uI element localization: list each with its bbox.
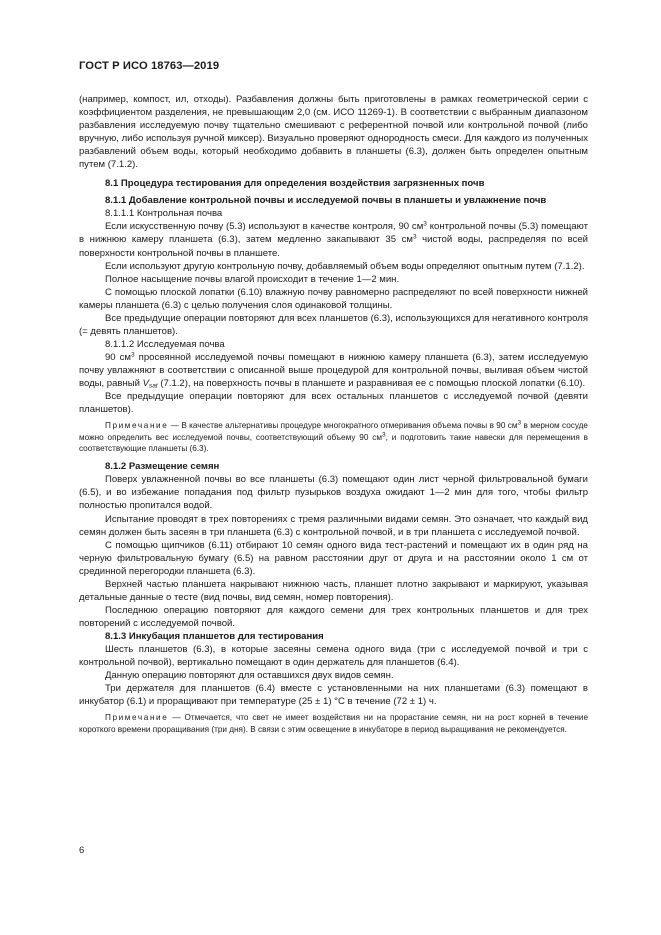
superscript: 3 — [517, 419, 522, 427]
paragraph-seeds-5: Последнюю операцию повторяют для каждого семени для трех контрольных планшетов и для трех повторений с исследуемой почвой. — [79, 604, 588, 629]
subscript-sat: sat — [149, 382, 158, 390]
text-span: Если искусственную почву (5.3) используют в качестве контроля, 90 см — [105, 221, 424, 233]
paragraph-seeds-1: Поверх увлажненной почвы во все планшеты (6.3) помещают один лист черной фильтровальной бумаги (6.5), и во избежание попадания под фильтр пузырьков воздуха ожидают 1—2 мин для того, чтобы фильтр полностью пропитался водой. — [79, 474, 588, 512]
paragraph-control-soil-3: Полное насыщение почвы влагой происходит в течение 1—2 мин. — [105, 273, 400, 285]
superscript: 3 — [382, 431, 386, 439]
text-span: чистой воды, распределяя по всей поверхности контрольной почвы в планшете. — [79, 234, 588, 259]
paragraph-test-soil-1 — [79, 351, 588, 390]
section-heading-8-1: 8.1 Процедура тестирования для определения воздействия загрязненных почв — [105, 178, 485, 190]
subsubsection-heading-8-1-1-2: 8.1.1.2 Исследуемая почва — [105, 338, 225, 350]
note-2 — [79, 712, 588, 735]
paragraph-incubation-3: Три держателя для планшетов (6.4) вместе с установленными на них планшетами (6.3) помещают в инкубатор (6.1) и проращивают при температуре (25 ± 1) °С в течение (72 ± 1) ч. — [79, 683, 588, 708]
text-span: — Отмечается, что свет не имеет воздействия ни на прорастание семян, ни на рост корней в течение короткого времени проращивания (три дня). В связи с этим освещение в инкубаторе в период выращивания не рекомендуется. — [79, 713, 588, 734]
paragraph-control-soil-1 — [79, 220, 588, 259]
note-1 — [79, 420, 588, 454]
text-span: (7.1.2), на поверхность почвы в планшете и разравнивая ее с помощью плоской лопатки (6.10). — [157, 377, 586, 389]
text-span: в мерном сосуде можно определить вес исследуемой почвы, соответствующий объему 90 см — [79, 421, 588, 442]
paragraph-control-soil-5: Все предыдущие операции повторяют для всех планшетов (6.3), использующихся для негативного контроля (= девять планшетов). — [79, 312, 588, 337]
subsubsection-heading-8-1-1-1: 8.1.1.1 Контрольная почва — [105, 208, 223, 220]
text-span: — В качестве альтернативы процедуре многократного отмеривания объема почвы в 90 см — [168, 421, 518, 431]
paragraph-control-soil-4: С помощью плоской лопатки (6.10) влажную почву равномерно распределяют по всей поверхности нижней камеры планшета (6.3) с целью получения слоя одинаковой толщины. — [79, 286, 588, 311]
paragraph-control-soil-2: Если используют другую контрольную почву, добавляемый объем воды определяют опытным путем (7.1.2). — [105, 260, 585, 272]
document-header: ГОСТ Р ИСО 18763—2019 — [79, 60, 220, 72]
text-span: , и подготовить такие навески для перемещения в соответствующие планшеты (6.3). — [79, 432, 588, 453]
subsection-heading-8-1-2: 8.1.2 Размещение семян — [105, 461, 220, 473]
paragraph-seeds-4: Верхней частью планшета накрывают нижнюю часть, планшет плотно закрывают и маркируют, указывая детальные данные о тесте (вид почвы, вид семян, номер повторения). — [79, 578, 588, 603]
text-span: просеянной исследуемой почвы помещают в нижнюю камеру планшета (6.3), затем исследуемую почву увлажняют в соответствии с описанной выше процедурой для контрольной почвы, выливая объем чистой воды, равный — [79, 351, 588, 389]
paragraph-incubation-1: Шесть планшетов (6.3), в которые засеяны семена одного вида (три с исследуемой почвой и три с контрольной почвой), вертикально помещают в один держатель для планшетов (6.4). — [79, 644, 588, 669]
subsection-heading-8-1-1: 8.1.1 Добавление контрольной почвы и исследуемой почвы в планшеты и увлажнение почв — [105, 195, 547, 207]
note-label: Примечание — [105, 421, 169, 431]
paragraph-test-soil-2: Все предыдущие операции повторяют для всех остальных планшетов с исследуемой почвой (девяти планшетов). — [79, 391, 588, 416]
document-body — [79, 93, 588, 741]
paragraph-seeds-3: С помощью щипчиков (6.11) отбирают 10 семян одного вида тест-растений и помещают их в один ряд на черную фильтровальную бумагу (6.5) на равном расстоянии друг от друга и на расстоянии около 1 см от срединной перегородки планшета (6.3). — [79, 539, 588, 577]
note-label: Примечание — [105, 713, 169, 723]
variable-v: V — [142, 377, 149, 389]
subsection-heading-8-1-3: 8.1.3 Инкубация планшетов для тестирования — [105, 630, 324, 642]
page-number: 6 — [79, 845, 85, 856]
text-span: контрольной почвы (5.3) помещают в нижнюю камеру планшета (6.3), затем медленно закапывают 35 см — [79, 221, 588, 246]
paragraph-seeds-2: Испытание проводят в трех повторениях с тремя различными видами семян. Это означает, что каждый вид семян должен быть засеян в три планшета (6.3) с контрольной почвой, и в три планшета с исследуемой почвой. — [79, 513, 588, 538]
superscript: 3 — [412, 233, 417, 241]
paragraph-incubation-2: Данную операцию повторяют для оставшихся двух видов семян. — [105, 670, 394, 682]
paragraph-intro: (например, компост, ил, отходы). Разбавления должны быть приготовлены в рамках геометрической серии с коэффициентом разделения, не превышающим 2,0 (см. ИСО 11269-1). В соответствии с выбранным диапазоном разбавления исследуемую почву тщательно смешивают с референтной почвой или контрольной почвой (либо вручную, либо используя ручной миксер). Визуально проверяют однородность смеси. Для каждого из полученных разбавлений объем воды, который необходимо добавить в планшеты (6.3), должен быть определен опытным путем (7.1.2). — [79, 94, 588, 171]
superscript: 3 — [423, 220, 427, 228]
superscript: 3 — [131, 351, 135, 359]
text-span: 90 см — [105, 351, 131, 363]
